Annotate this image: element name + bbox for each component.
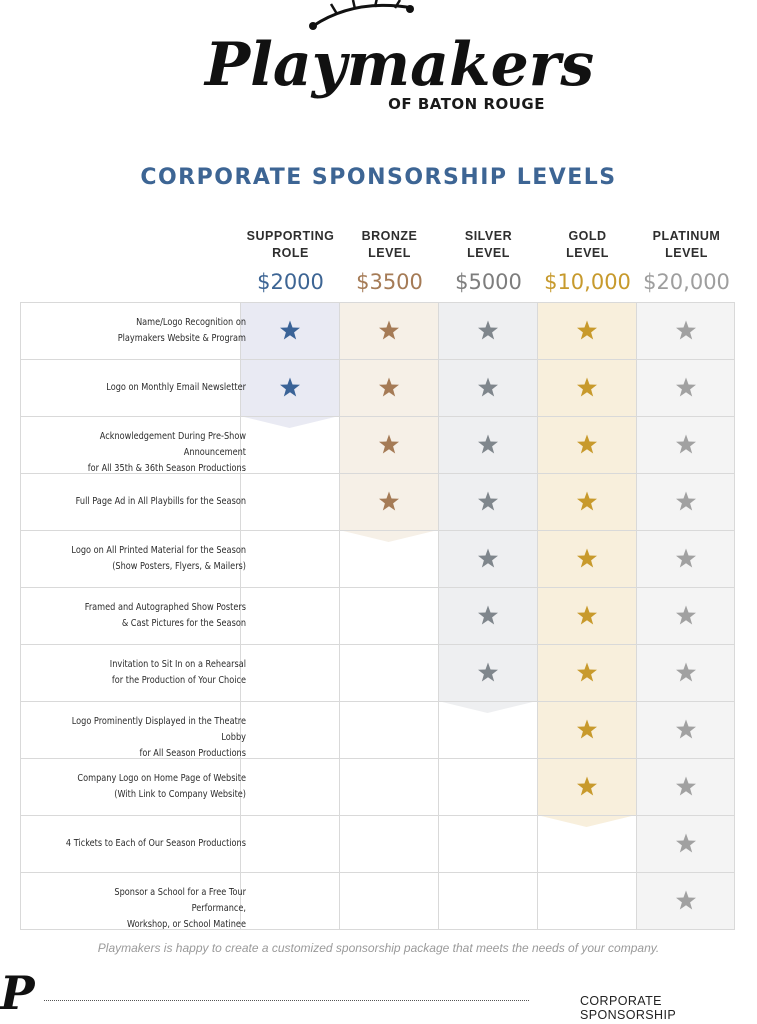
level-name-2: SILVER LEVEL xyxy=(464,229,513,260)
star-icon xyxy=(576,319,598,341)
page-title: CORPORATE SPONSORSHIP LEVELS xyxy=(140,165,617,190)
column-divider xyxy=(734,302,735,929)
star-icon xyxy=(378,319,400,341)
star-icon xyxy=(675,433,697,455)
marquee-arc-icon xyxy=(205,0,595,145)
star-icon xyxy=(675,547,697,569)
benefit-label: 4 Tickets to Each of Our Season Productions xyxy=(65,837,246,849)
star-icon xyxy=(675,319,697,341)
level-price-2: $5000 xyxy=(455,270,522,294)
star-icon xyxy=(477,661,499,683)
star-icon xyxy=(477,490,499,512)
playmakers-logo xyxy=(205,0,595,145)
star-icon xyxy=(675,832,697,854)
star-icon xyxy=(576,433,598,455)
level-name-4: PLATINUM LEVEL xyxy=(652,229,721,260)
star-icon xyxy=(477,376,499,398)
benefit-label: Logo Prominently Displayed in the Theatre Lobby for All Season Productions xyxy=(71,715,246,759)
star-icon xyxy=(576,490,598,512)
sponsorship-table xyxy=(20,302,735,929)
footer-label: CORPORATE SPONSORSHIP xyxy=(580,994,677,1022)
level-price-4: $20,000 xyxy=(643,270,730,294)
level-price-0: $2000 xyxy=(257,270,324,294)
column-divider xyxy=(438,302,439,929)
row-divider xyxy=(20,530,735,531)
row-divider xyxy=(20,701,735,702)
benefit-label: Company Logo on Home Page of Website (With Link to Company Website) xyxy=(77,772,246,800)
star-icon xyxy=(378,376,400,398)
row-divider xyxy=(20,416,735,417)
benefit-label: Invitation to Sit In on a Rehearsal for the Production of Your Choice xyxy=(109,658,246,686)
star-icon xyxy=(576,604,598,626)
row-divider xyxy=(20,644,735,645)
benefit-label: Logo on Monthly Email Newsletter xyxy=(106,381,246,393)
star-icon xyxy=(576,661,598,683)
level-name-0: SUPPORTING ROLE xyxy=(246,229,335,260)
column-divider xyxy=(339,302,340,929)
star-icon xyxy=(576,547,598,569)
star-icon xyxy=(477,604,499,626)
footnote: Playmakers is happy to create a customized sponsorship package that meets the needs of your company. xyxy=(97,941,660,955)
footer-monogram: P xyxy=(0,966,35,1020)
benefit-label: Logo on All Printed Material for the Season (Show Posters, Flyers, & Mailers) xyxy=(71,544,246,572)
benefit-label: Full Page Ad in All Playbills for the Season xyxy=(75,495,246,507)
star-icon xyxy=(477,433,499,455)
star-icon xyxy=(675,376,697,398)
benefit-label: Framed and Autographed Show Posters & Cast Pictures for the Season xyxy=(84,601,246,629)
star-icon xyxy=(576,775,598,797)
row-divider xyxy=(20,872,735,873)
star-icon xyxy=(576,376,598,398)
column-divider xyxy=(20,302,21,929)
benefit-label: Name/Logo Recognition on Playmakers Website & Program xyxy=(117,316,246,344)
brand-subtitle: OF BATON ROUGE xyxy=(388,95,545,113)
row-divider xyxy=(20,815,735,816)
level-price-3: $10,000 xyxy=(544,270,631,294)
row-divider xyxy=(20,359,735,360)
benefit-label: Acknowledgement During Pre-Show Announcement for All 35th & 36th Season Productions xyxy=(87,430,246,474)
star-icon xyxy=(378,490,400,512)
brand-wordmark: Playmakers xyxy=(205,30,595,100)
benefit-label: Sponsor a School for a Free Tour Performance, Workshop, or School Matinee xyxy=(114,886,246,930)
level-name-1: BRONZE LEVEL xyxy=(361,229,418,260)
level-price-1: $3500 xyxy=(356,270,423,294)
star-icon xyxy=(279,319,301,341)
column-divider xyxy=(537,302,538,929)
star-icon xyxy=(378,433,400,455)
column-divider xyxy=(636,302,637,929)
row-divider xyxy=(20,587,735,588)
row-divider xyxy=(20,302,735,303)
star-icon xyxy=(279,376,301,398)
star-icon xyxy=(477,547,499,569)
star-icon xyxy=(675,604,697,626)
star-icon xyxy=(675,718,697,740)
star-icon xyxy=(477,319,499,341)
star-icon xyxy=(675,661,697,683)
star-icon xyxy=(675,775,697,797)
star-icon xyxy=(675,889,697,911)
star-icon xyxy=(576,718,598,740)
level-name-3: GOLD LEVEL xyxy=(566,229,609,260)
star-icon xyxy=(675,490,697,512)
footer-divider xyxy=(44,1000,529,1001)
